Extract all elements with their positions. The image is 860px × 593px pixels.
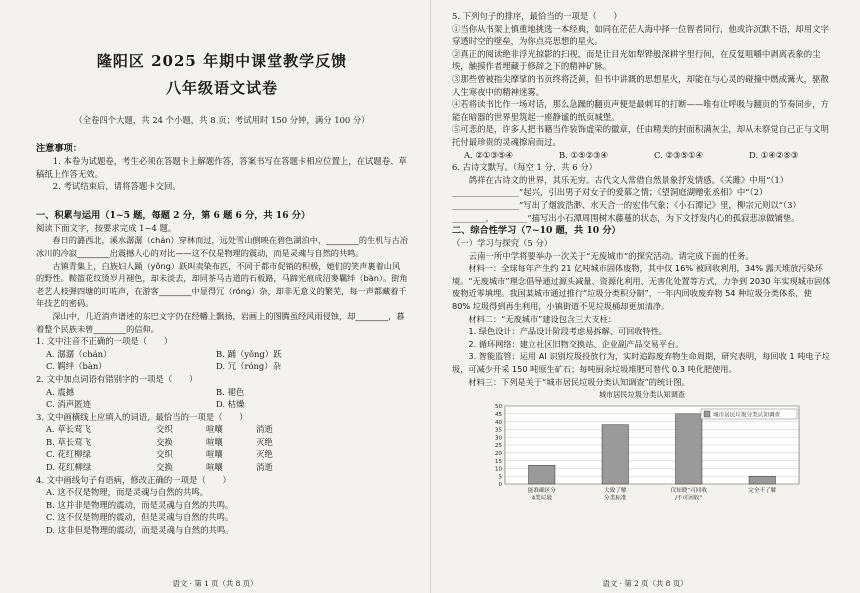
y-tick-label-8: 40 — [495, 420, 502, 427]
exam-instructions: （全卷四个大题，共 24 个小题，共 8 页；考试用时 150 分钟，满分 100 分） — [74, 115, 370, 125]
bar-3 — [749, 476, 775, 484]
q3-c-3: 喧嚷 — [206, 449, 223, 460]
q3-d-2: 交换 — [156, 462, 173, 473]
question-2: 2. 文中加点词语有错别字的一项是（ ） — [36, 373, 198, 384]
section-1-intro: 阅读下面文字，按要求完成 1~4 题。 — [36, 222, 177, 233]
page-2 — [430, 0, 860, 593]
notice-title: 注意事项： — [36, 143, 82, 154]
x-tick-label-3: 完全不了解 — [748, 488, 777, 495]
notice-1: 1. 本卷为试题卷，考生必须在答题卡上解题作答，答案书写在答题卡相应位置上，在试题卷、草稿纸上作答无效。 — [36, 156, 407, 179]
page-2-footer: 语文 · 第 2 页（共 8 页） — [602, 579, 688, 588]
q5-item-1: ①当你从书架上慎重地挑选一本经典，如同在茫茫人海中择一位智者同行，他或许沉默不语，却用文字穿透时空的壁垒，为你点亮思想的星火。 — [452, 23, 829, 47]
material-2-item-3: 3. 智能监管：运用 AI 识别垃圾投放行为，实时追踪废弃物生命周期，研究表明，每回收 1 吨电子垃圾，可减少开采 150 吨原生矿石；每吨厨余垃圾堆肥可替代 0.3 吨化肥使用。 — [452, 351, 830, 375]
x-tick-label-1-line2: 分类标准 — [604, 495, 627, 502]
material-2: 材料二：“无废城市”建设包含三大支柱： — [468, 313, 617, 324]
section-1-title: 一、积累与运用（1~5 题，每题 2 分，第 6 题 6 分，共 16 分） — [36, 209, 311, 221]
y-tick-label-5: 25 — [495, 443, 502, 450]
material-1: 材料一：全球每年产生约 21 亿吨城市固体废物，其中仅 16% 被回收利用，34% 露天堆放污染环境。“无废城市”理念倡导通过源头减量、资源化利用、无害化处置等方式，力争到 2030 年实现城市固体废物近零填埋。我国某城市通过推行“垃圾分类积分制”，一年内回收废弃物 54 种垃圾分类体系，使 80% 垃圾得到再生利用，小镇街道不见垃圾桶却更加清净。 — [452, 263, 831, 312]
chart-title: 城市居民垃圾分类认知调查 — [598, 390, 686, 400]
y-tick-label-10: 50 — [495, 404, 502, 411]
q2-option-b: B. 褪色 — [216, 386, 245, 397]
q5-option-a: A. ②①③⑤④ — [464, 149, 513, 160]
subsection-1-title: （一）学习与探究（5 分） — [452, 238, 553, 249]
q5-item-4: ④若将读书比作一场对话，那么急躁的翻页声便是最刺耳的打断——唯有让呼吸与翻页的节奏同步，方能在暗器的世界里筑起一座静谧的纸页城堡。 — [452, 99, 829, 122]
q3-a-4: 消逝 — [256, 424, 273, 435]
q3-c-4: 灭绝 — [256, 449, 273, 460]
q1-option-c: C. 羁绊（bàn） — [46, 361, 107, 372]
q3-b-1: B. 草长莺飞 — [46, 436, 91, 447]
x-tick-label-2: 仅知晓“可回收 — [670, 488, 707, 495]
y-tick-label-1: 5 — [498, 474, 502, 481]
passage-paragraph-1: 春日的潞西北，溪水潺潺（chán）穿林而过，远处雪山倒映在碧色湖泊中，________的生机与古冶冰川的冷寂________出震撼人心的对比——这不仅是物理的震动，而是灵魂与自然的共鸣。 — [36, 235, 408, 258]
q1-option-a: A. 潺潺（chán） — [46, 348, 112, 359]
exam-subtitle: 八年级语文试卷 — [165, 79, 278, 97]
question-3-options — [36, 423, 408, 473]
question-4: 4. 文中画线句子有语病，修改正确的一项是（ ） — [36, 474, 231, 485]
x-tick-label-0: 能准确区分 — [527, 488, 556, 495]
q5-item-3: ③那些曾被指尖摩挲的书页终将泛黄，但书中讲溉的思想星火，却能在与心灵的碰撞中燃成篝火，驱散人生寒夜中的精神迷雾。 — [452, 73, 829, 97]
survey-bar-chart — [477, 400, 807, 510]
q3-c-1: C. 花红柳绿 — [46, 449, 91, 460]
passage-paragraph-3: 深山中，几近消声谱述的东巴文字仍在经幡上飘扬，岩画上的图腾虽经风雨侵蚀，却________，暮着整个民族未曾________的信仰。 — [36, 310, 405, 334]
question-6-text: 鸽祥在古诗文的世界，其乐无穷。古代文人常借自然景象抒发情感。《关雎》中用“（1）________________”起兴，引出男子对女子的爱慕之情；《望洞庭湖赠张丞相》中“（2）________________”写出了烟波浩渺、水天合一的宏伟气象；《小石潭记》里，柳宗元则以“（3）________，________”描写出小石潭周围树木藤蔓的状态，为下文抒发内心的孤寂悲凉做铺垫。 — [452, 174, 801, 223]
y-tick-label-9: 45 — [495, 412, 502, 419]
subsection-1-intro: 云南一所中学将要举办一次关于“无废城市”的探究活动。请完成下面的任务。 — [468, 250, 754, 261]
page-1-footer: 语文 · 第 1 页（共 8 页） — [172, 579, 258, 588]
q3-d-3: 喧嚷 — [206, 462, 223, 473]
q3-d-4: 消逝 — [256, 462, 273, 473]
y-tick-label-6: 30 — [495, 435, 502, 442]
exam-title: 隆阳区 2025 年期中课堂教学反馈 — [96, 52, 348, 70]
material-2-item-2: 2. 循环网络：建立社区旧物交换站、企业副产品交易平台。 — [468, 338, 684, 349]
question-6: 6. 古诗文默写。（每空 1 分，共 6 分） — [452, 162, 598, 173]
q3-a-2: 交织 — [156, 424, 173, 435]
bar-2 — [676, 414, 702, 484]
q2-option-a: A. 震撼 — [46, 386, 75, 397]
q3-a-1: A. 草长莺飞 — [46, 424, 91, 435]
passage-paragraph-2: 古镇青集上，白族妇人踊（yǒng）跃叫卖染布匹，不同于都市促销的积极，她们的笑声裹着山风的野性。鞍篮花纹烫岁月褪色，却未淡去，却同茶马古道的石板路，马蹄光痕成沼麥羈绊（bàn）。街角老艺人枝弹四塘的叮咗声，在游客________中显得冗（róng）杂，却非无意义的繁芜，每一声都藏着千年技艺的密码。 — [36, 260, 408, 309]
q5-option-d: D. ①④②⑤③ — [749, 149, 799, 160]
q4-option-c: C. 这不仅是物理的震动，但是灵魂与自然的共鸣。 — [46, 512, 234, 523]
question-3: 3. 文中画横线上应填入的词语，最恰当的一项是（ ） — [36, 411, 248, 422]
q4-option-a: A. 这不仅是物理，而是灵魂与自然的共鸣。 — [46, 487, 209, 498]
q1-option-d: D. 冗（róng）杂 — [216, 361, 282, 372]
x-tick-label-2-line2: /不可回收” — [675, 495, 703, 502]
q5-option-c: C. ②③⑤①④ — [654, 149, 703, 160]
bar-1 — [602, 425, 628, 484]
q5-option-b: B. ①⑤②③④ — [559, 149, 609, 160]
notice-2: 2. 考试结束后，请将答题卡交回。 — [52, 181, 181, 192]
x-tick-label-0-line2: 4类垃圾 — [531, 495, 552, 502]
material-3: 材料三：下列是关于“城市居民垃圾分类认知调查”的统计图。 — [468, 376, 690, 387]
section-2-title: 二、综合性学习（7~10 题，共 10 分） — [452, 225, 621, 237]
question-5-options — [452, 149, 832, 162]
question-1: 1. 文中注音不正确的一项是（ ） — [36, 336, 173, 347]
q3-d-1: D. 花红柳绿 — [46, 462, 92, 473]
y-tick-label-0: 0 — [498, 482, 502, 489]
q3-b-3: 喧嚷 — [206, 436, 223, 447]
legend-label: 城市居民垃圾分类认知调查 — [713, 412, 781, 419]
question-5: 5. 下列句子的排序，最恰当的一项是（ ） — [452, 11, 622, 21]
y-tick-label-4: 20 — [495, 451, 502, 458]
legend-swatch — [704, 411, 710, 417]
q3-b-2: 交换 — [156, 436, 173, 447]
x-tick-label-1: 大致了解 — [604, 488, 627, 495]
q4-option-d: D. 这非但是物理的震动，而是灵魂与自然的共鸣。 — [46, 525, 234, 536]
bar-0 — [529, 465, 555, 484]
q3-c-2: 交织 — [156, 449, 173, 460]
q1-option-b: B. 踊（yǒng）跃 — [216, 348, 282, 359]
q2-option-c: C. 消声匿迹 — [46, 399, 91, 410]
question-1-options — [36, 348, 408, 373]
question-2-options — [36, 386, 408, 411]
q2-option-d: D. 枯燥 — [216, 399, 245, 410]
y-tick-label-3: 15 — [495, 459, 502, 466]
q4-option-b: B. 这并非是物理的震动，而是灵魂与自然的共鸣。 — [46, 499, 234, 510]
q5-item-5: ⑤可悲的是，许多人把书籍当作装饰虚荣的徽章，任由精美的封面积满灰尘，却从未察觉自己正与文明托付最珍贵的灵魂擦肩而过。 — [452, 124, 829, 147]
q5-item-2: ②真正的阅读绝非浮光掠影的扫视，而是让目光如犁铧般深耕字里行间，在反复咀嚼中剥离表象的尘埃，触摸作者埋藏于修辞之下的精神矿脉。 — [452, 48, 821, 72]
y-tick-label-7: 35 — [495, 427, 502, 434]
y-tick-label-2: 10 — [495, 466, 502, 473]
material-2-item-1: 1. 绿色设计：产品设计阶段考虑易拆解、可回收特性。 — [468, 326, 668, 337]
q3-b-4: 灭绝 — [256, 436, 273, 447]
q3-a-3: 喧嚷 — [206, 424, 223, 435]
